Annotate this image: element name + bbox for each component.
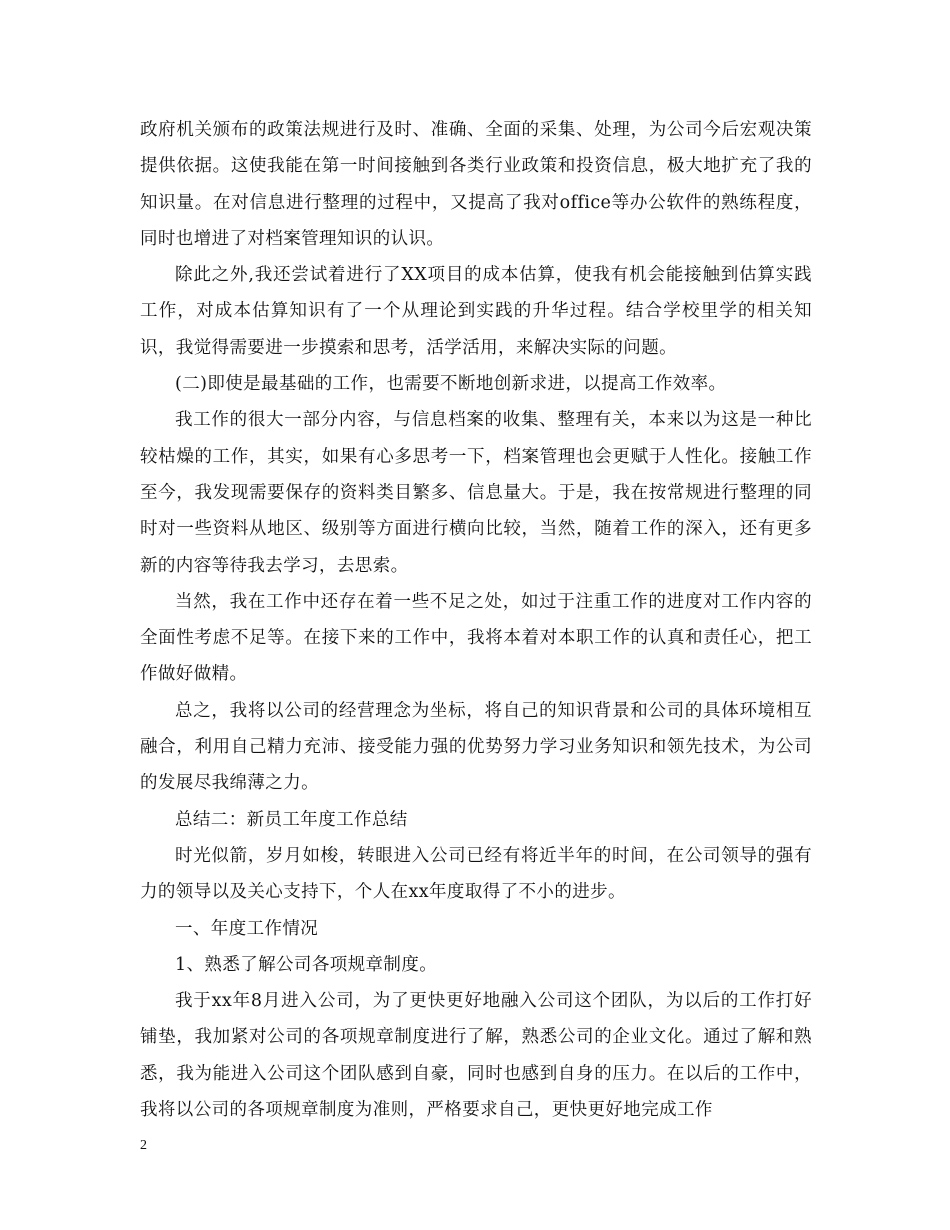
section-heading: 一、年度工作情况	[175, 918, 319, 939]
subsection-heading: 1、熟悉了解公司各项规章制度。	[175, 954, 438, 975]
paragraph: 时光似箭，岁月如梭，转眼进入公司已经有将近半年的时间，在公司领导的强有力的领导以及关心支持下，个人在xx年度取得了不小的进步。	[140, 845, 812, 903]
section-title: 总结二：新员工年度工作总结	[175, 809, 408, 830]
page-number: 2	[140, 1138, 147, 1153]
paragraph: 除此之外,我还尝试着进行了XX项目的成本估算，使我有机会能接触到估算实践工作，对成本估算知识有了一个从理论到实践的升华过程。结合学校里学的相关知识，我觉得需要进一步摸索和思考，活学活用，来解决实际的问题。	[140, 265, 812, 358]
paragraph: 我于xx年8月进入公司，为了更快更好地融入公司这个团队，为以后的工作打好铺垫，我加紧对公司的各项规章制度进行了解，熟悉公司的企业文化。通过了解和熟悉，我为能进入公司这个团队感到自豪，同时也感到自身的压力。在以后的工作中，我将以公司的各项规章制度为准则，严格要求自己，更快更好地完成工作	[140, 991, 812, 1121]
paragraph: 我工作的很大一部分内容，与信息档案的收集、整理有关，本来以为这是一种比较枯燥的工作，其实，如果有心多思考一下，档案管理也会更赋于人性化。接触工作至今，我发现需要保存的资料类目繁多、信息量大。于是，我在按常规进行整理的同时对一些资料从地区、级别等方面进行横向比较，当然，随着工作的深入，还有更多新的内容等待我去学习，去思索。	[140, 410, 812, 576]
document-body	[140, 112, 812, 1128]
paragraph-continued: 政府机关颁布的政策法规进行及时、准确、全面的采集、处理，为公司今后宏观决策提供依据。这使我能在第一时间接触到各类行业政策和投资信息，极大地扩充了我的知识量。在对信息进行整理的过程中，又提高了我对office等办公软件的熟练程度，同时也增进了对档案管理知识的认识。	[140, 120, 812, 249]
paragraph: 当然，我在工作中还存在着一些不足之处，如过于注重工作的进度对工作内容的全面性考虑不足等。在接下来的工作中，我将本着对本职工作的认真和责任心，把工作做好做精。	[140, 591, 812, 685]
paragraph: 总之，我将以公司的经营理念为坐标，将自己的知识背景和公司的具体环境相互融合，利用自己精力充沛、接受能力强的优势努力学习业务知识和领先技术，为公司的发展尽我绵薄之力。	[140, 700, 812, 794]
section-heading: (二)即使是最基础的工作，也需要不断地创新求进，以提高工作效率。	[175, 374, 727, 395]
